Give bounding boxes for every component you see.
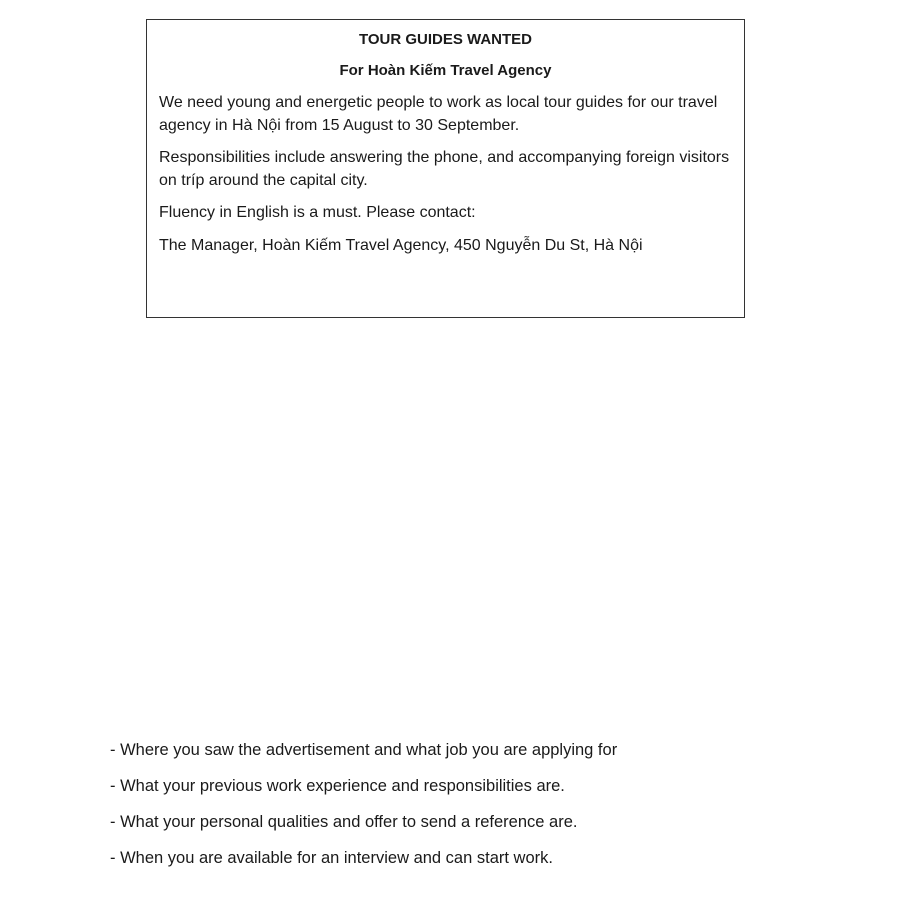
letter-prompt-list [110,739,890,883]
ad-paragraph-responsibilities: Responsibilities include answering the phone, and accompanying foreign visitors on tríp around the capital city. [159,149,730,189]
ad-subtitle: For Hoàn Kiếm Travel Agency [339,62,552,79]
job-advertisement-box [146,19,745,318]
ad-paragraph-intro: We need young and energetic people to work as local tour guides for our travel agency in Hà Nội from 15 August to 30 September. [159,94,718,134]
ad-paragraph-contact: The Manager, Hoàn Kiếm Travel Agency, 450 Nguyễn Du St, Hà Nội [159,237,643,254]
ad-paragraph-requirements: Fluency in English is a must. Please contact: [159,204,476,221]
prompt-item: - What your personal qualities and offer to send a reference are. [110,813,578,831]
prompt-item: - Where you saw the advertisement and what job you are applying for [110,741,618,759]
prompt-item: - When you are available for an interview and can start work. [110,849,553,867]
ad-title: TOUR GUIDES WANTED [358,31,533,48]
prompt-item: - What your previous work experience and responsibilities are. [110,777,565,795]
